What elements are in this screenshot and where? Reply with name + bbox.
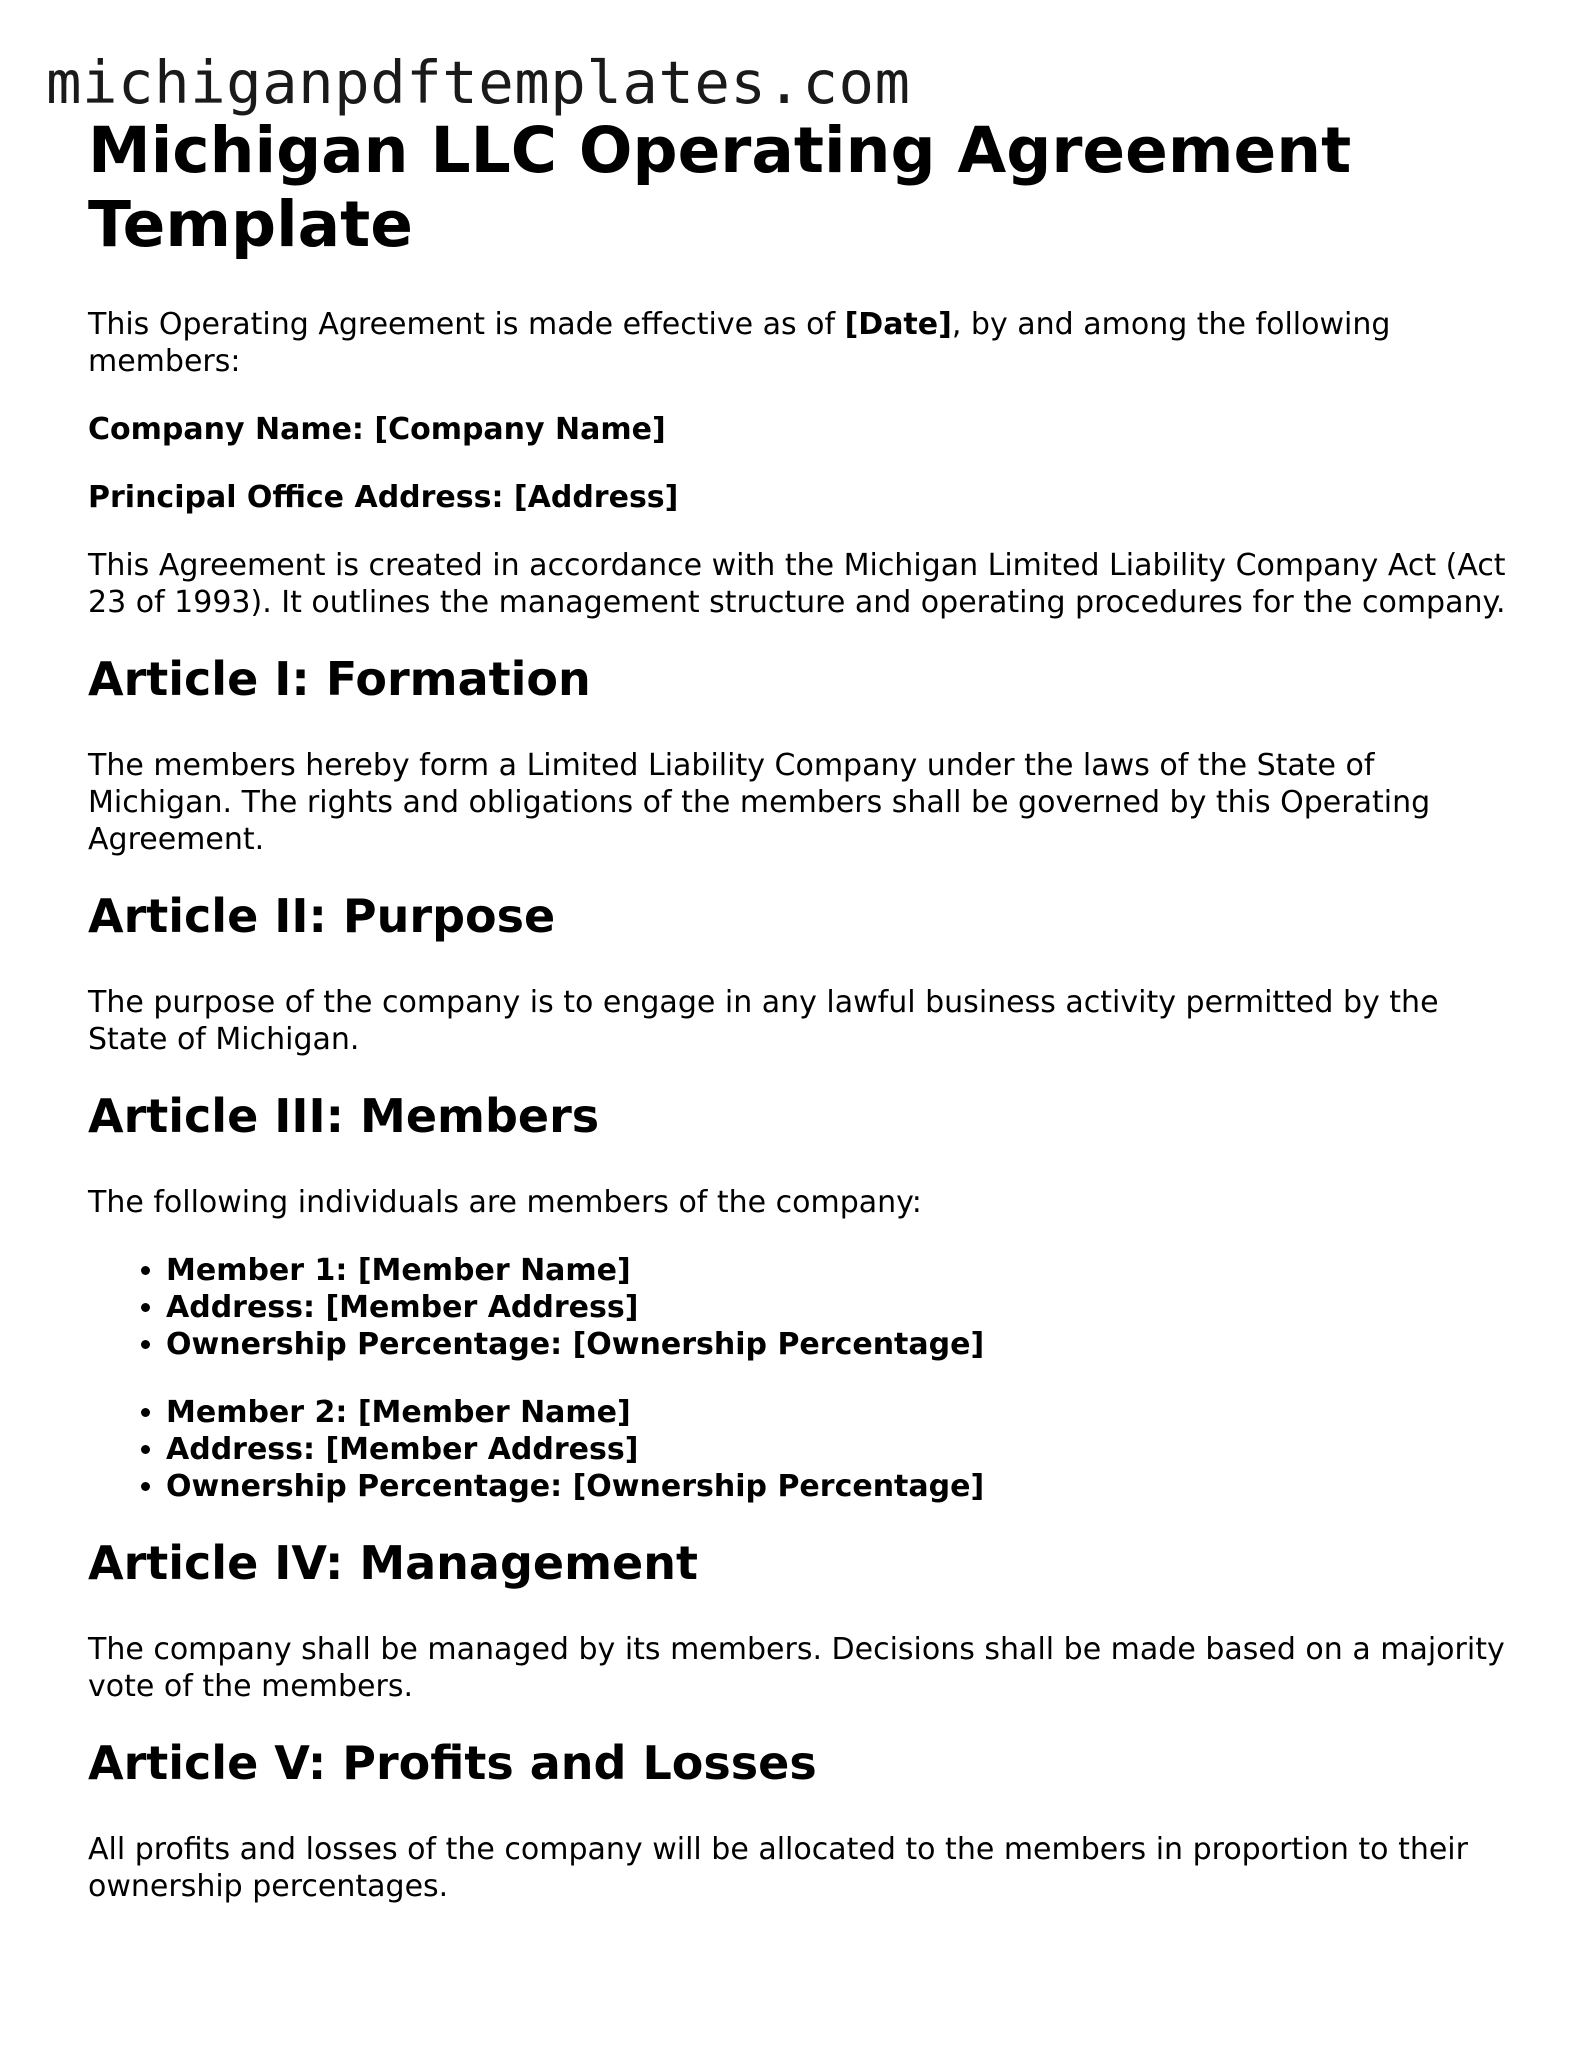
- member-2-address: • Address: [Member Address]: [166, 1431, 1508, 1468]
- act-paragraph: This Agreement is created in accordance with the Michigan Limited Liability Company Act (Act 23 of 1993). It outlines the management structure and operating procedures for the company.: [88, 548, 1506, 620]
- article-management-text: The company shall be managed by its members. Decisions shall be made based on a majority vote of the members.: [88, 1632, 1505, 1704]
- principal-office-field: Principal Office Address: [Address]: [88, 480, 679, 515]
- member-2-name: • Member 2: [Member Name]: [166, 1394, 1508, 1431]
- member-2-ownership: • Ownership Percentage: [Ownership Percentage]: [166, 1468, 1508, 1505]
- article-profits-heading: Article V: Profits and Losses: [88, 1736, 817, 1790]
- article-formation-text: The members hereby form a Limited Liability Company under the laws of the State of Michigan. The rights and obligations of the members shall be governed by this Operating Agreement.: [88, 748, 1431, 857]
- article-management-heading: Article IV: Management: [88, 1536, 698, 1590]
- article-members-heading: Article III: Members: [88, 1089, 600, 1143]
- member-1-address: • Address: [Member Address]: [166, 1289, 1508, 1326]
- document-title: Michigan LLC Operating Agreement Template: [88, 114, 1352, 261]
- member-2-list: [88, 1394, 1508, 1505]
- intro-text-after: , by and among the following members:: [88, 307, 1391, 379]
- article-purpose-heading: Article II: Purpose: [88, 889, 556, 943]
- article-formation-heading: Article I: Formation: [88, 652, 591, 706]
- article-profits-text: All profits and losses of the company will be allocated to the members in proportion to their ownership percentages.: [88, 1832, 1468, 1904]
- watermark-text: michiganpdftemplates.com: [46, 48, 911, 117]
- document-body: [88, 114, 1508, 1936]
- intro-paragraph: [88, 306, 1508, 380]
- member-1-name: • Member 1: [Member Name]: [166, 1252, 1508, 1289]
- member-1-list: [88, 1252, 1508, 1363]
- company-name-field: Company Name: [Company Name]: [88, 412, 666, 447]
- intro-text-before: This Operating Agreement is made effective as of: [88, 307, 845, 342]
- member-1-ownership: • Ownership Percentage: [Ownership Percentage]: [166, 1326, 1508, 1363]
- article-purpose-text: The purpose of the company is to engage in any lawful business activity permitted by the State of Michigan.: [88, 985, 1439, 1057]
- effective-date-field: [Date]: [844, 307, 952, 342]
- article-members-text: The following individuals are members of the company:: [88, 1185, 922, 1220]
